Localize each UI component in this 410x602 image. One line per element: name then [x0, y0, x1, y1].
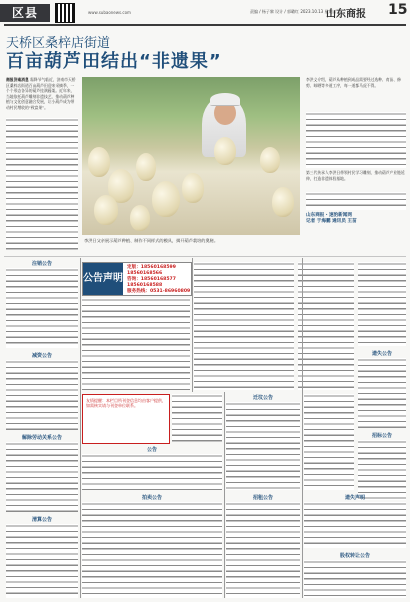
- notice-body: [358, 440, 406, 500]
- notice-title: 注销公告: [31, 261, 52, 267]
- byline: [306, 213, 357, 225]
- notice-body: [6, 268, 78, 348]
- gourd-image: [88, 147, 110, 177]
- section-label: 区县: [0, 4, 50, 22]
- ad-phone-3: 服务热线：0531-86960809: [127, 289, 191, 294]
- notice-title: 招租公告: [252, 495, 273, 501]
- article-body-1: 霜降节气临近，济南市天桥区桑梓店街道百亩葫芦田迎来采摘季，一个个形态各异的葫芦挂满藤架。近年来，当地依托葫芦雕刻非遗技艺，推动葫芦种植与文化创意融合发展，让小葫芦成为带动村民增收的“致富果”。: [6, 77, 76, 110]
- gourd-image: [152, 181, 180, 217]
- reminder-text: 友情提醒：本栏目所刊登信息均由客户提供，如需核实请与刊登单位联系。: [86, 398, 166, 409]
- article-lead: 商报济南消息: [6, 77, 29, 82]
- ad-banner: [82, 262, 192, 296]
- gourd-image: [260, 147, 280, 173]
- column-divider: [302, 258, 303, 598]
- notice-title: 遗失公告: [371, 351, 392, 357]
- notice-title: 迁坟公告: [252, 395, 273, 401]
- notice-title: 清算公告: [31, 517, 52, 523]
- header-rule: [4, 24, 406, 26]
- paper-name: 山东商报: [326, 9, 366, 20]
- notice-title: 减资公告: [31, 353, 52, 359]
- gourd-image: [94, 195, 118, 225]
- ad-phone-1: 定版：18560168599 18560168566: [127, 265, 176, 276]
- notice-title: 股权转让公告: [339, 553, 370, 559]
- notice-body: [194, 262, 294, 390]
- gourd-image: [130, 205, 150, 231]
- notice-body: [358, 262, 406, 346]
- notice-body: [82, 502, 222, 598]
- byline-outlet: 山东商报・速豹新闻网: [306, 213, 352, 218]
- site-url: www.subaonews.com: [88, 10, 131, 15]
- notice-body: [82, 454, 222, 490]
- notice-title: 招标公告: [371, 433, 392, 439]
- notice-body: [358, 358, 406, 428]
- notice-body: [172, 394, 222, 442]
- article-body-lines-1: [6, 118, 78, 250]
- article-body-lines-2: [306, 112, 406, 168]
- page-header: [0, 0, 410, 26]
- section-divider: [4, 256, 406, 257]
- header-meta: 责编 / 杨子黎 设计 / 郭璐红 2023.10.13 星期五: [250, 9, 337, 14]
- notice-body: [6, 360, 78, 430]
- ad-phone-2: 咨询：18560168577 18560168588: [127, 277, 176, 288]
- article-body-3: 第三代传承人李洪日带领村民学习雕刻，推动葫芦产业链延伸，打造非遗体验基地。: [306, 170, 405, 181]
- notice-body: [226, 402, 300, 490]
- notice-title: 拍卖公告: [141, 495, 162, 501]
- notice-body: [6, 442, 78, 512]
- ad-tag: 公告声明: [83, 263, 123, 295]
- column-divider: [224, 392, 225, 598]
- gourd-in-hand: [214, 137, 236, 165]
- notice-body: [226, 502, 300, 598]
- article-kicker: 天桥区桑梓店街道: [6, 36, 111, 51]
- qr-code-icon: [55, 3, 75, 23]
- article-body-2: 李洪义介绍，葫芦从种植到成品需要经过选种、育苗、修剪、晾晒等多道工序，每一道都马虎不得。: [306, 77, 401, 88]
- gourd-image: [182, 173, 204, 203]
- notice-body: [304, 394, 354, 490]
- reminder-box: [82, 394, 170, 444]
- notice-body: [304, 502, 406, 548]
- notice-title: 解除劳动关系公告: [21, 435, 62, 441]
- gourd-image: [136, 153, 156, 181]
- notice-title: 遗失声明: [344, 495, 365, 501]
- notice-body: [304, 560, 406, 598]
- column-divider: [80, 258, 81, 598]
- farmer-cap: [210, 93, 240, 106]
- notice-body: [6, 524, 78, 598]
- byline-reporters: 记者 于海鹏 通讯员 王苗: [306, 219, 357, 224]
- column-divider: [192, 258, 193, 392]
- page-number: 15: [388, 2, 408, 18]
- ad-phones: [127, 265, 191, 295]
- article-headline: 百亩葫芦田结出“非遗果”: [6, 51, 222, 72]
- gourd-image: [272, 187, 294, 217]
- article-photo: [82, 77, 300, 235]
- notice-body: [298, 262, 354, 390]
- article-lead-paragraph: [6, 77, 78, 117]
- photo-caption: 李洪日父亲展示葫芦种植、制作不同样式的模具，揭开葫芦栽培的奥秘。: [84, 238, 219, 243]
- notice-body: [82, 298, 190, 390]
- notice-title: 公告: [146, 447, 157, 453]
- article-body-lines-3: [306, 192, 406, 210]
